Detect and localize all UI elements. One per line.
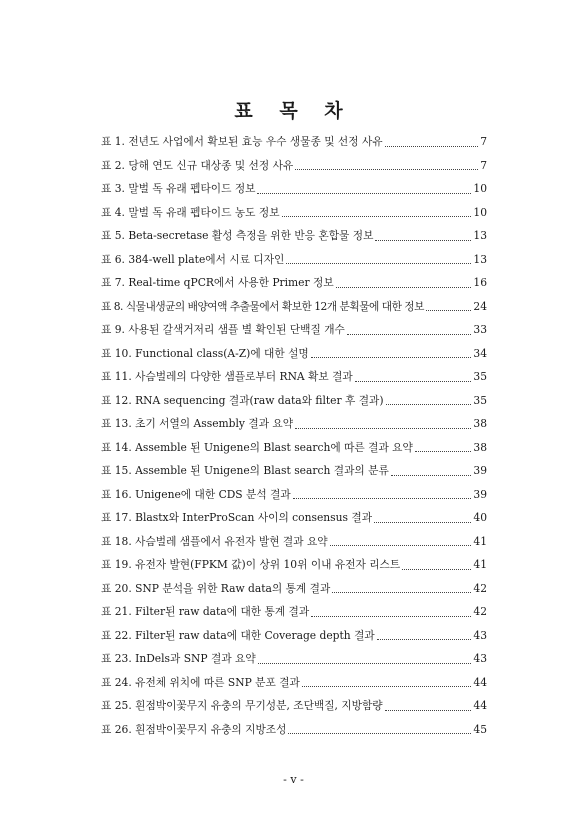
toc-entry-page: 34 bbox=[473, 346, 487, 360]
toc-entry-label: 표 6. 384-well plate에서 시료 디자인 bbox=[101, 252, 285, 266]
toc-entry-page: 41 bbox=[473, 558, 487, 571]
dot-leader bbox=[286, 262, 471, 264]
toc-entry[interactable] bbox=[101, 154, 487, 178]
toc-entry[interactable] bbox=[101, 224, 487, 248]
toc-entry-page: 42 bbox=[473, 581, 487, 595]
toc-entry[interactable] bbox=[101, 389, 487, 413]
dot-leader bbox=[391, 474, 472, 476]
toc-entry[interactable] bbox=[101, 483, 487, 507]
toc-entry[interactable] bbox=[101, 412, 487, 436]
toc-entry-page: 7 bbox=[480, 158, 487, 172]
toc-entry-page: 43 bbox=[473, 652, 487, 665]
toc-entry-label: 표 3. 말벌 독 유래 펩타이드 정보 bbox=[101, 182, 256, 195]
toc-entry[interactable] bbox=[101, 530, 487, 554]
toc-entry-label: 표 1. 전년도 사업에서 확보된 효능 우수 생물종 및 선정 사유 bbox=[101, 135, 383, 148]
toc-entry[interactable] bbox=[101, 436, 487, 460]
toc-entry-page: 44 bbox=[473, 675, 487, 689]
dot-leader bbox=[295, 427, 471, 429]
toc-entry-page: 43 bbox=[473, 628, 487, 642]
dot-leader bbox=[347, 333, 472, 335]
toc-entry-page: 13 bbox=[473, 229, 487, 242]
toc-entry-page: 10 bbox=[473, 182, 487, 195]
toc-entry-page: 10 bbox=[473, 205, 487, 219]
table-of-contents bbox=[101, 130, 487, 741]
dot-leader bbox=[288, 732, 471, 734]
dot-leader bbox=[426, 309, 471, 311]
page-title: 표 목 차 bbox=[234, 100, 353, 122]
toc-entry[interactable] bbox=[101, 577, 487, 601]
toc-entry-page: 39 bbox=[473, 487, 487, 501]
toc-entry-label: 표 14. Assemble 된 Unigene의 Blast search에 따른 결과 요약 bbox=[101, 440, 413, 454]
toc-entry-label: 표 2. 당해 연도 신규 대상종 및 선정 사유 bbox=[101, 158, 294, 172]
toc-entry-label: 표 19. 유전자 발현(FPKM 값)이 상위 10위 이내 유전자 리스트 bbox=[101, 558, 401, 571]
toc-entry[interactable] bbox=[101, 271, 487, 295]
toc-entry[interactable] bbox=[101, 365, 487, 389]
dot-leader bbox=[415, 450, 472, 452]
toc-entry[interactable] bbox=[101, 177, 487, 201]
dot-leader bbox=[385, 709, 472, 711]
toc-entry-label: 표 5. Beta-secretase 활성 측정을 위한 반응 혼합물 정보 bbox=[101, 229, 374, 242]
toc-entry-label: 표 20. SNP 분석을 위한 Raw data의 통계 결과 bbox=[101, 581, 331, 595]
toc-entry-page: 24 bbox=[473, 299, 487, 313]
toc-entry[interactable] bbox=[101, 647, 487, 671]
toc-entry[interactable] bbox=[101, 694, 487, 718]
toc-entry-label: 표 8. 식물내생균의 배양여액 추출물에서 확보한 12개 분획물에 대한 정보 bbox=[101, 299, 424, 313]
dot-leader bbox=[311, 615, 471, 617]
toc-entry[interactable] bbox=[101, 671, 487, 695]
dot-leader bbox=[257, 192, 471, 194]
dot-leader bbox=[336, 286, 472, 288]
toc-entry-label: 표 11. 사슴벌레의 다양한 샘플로부터 RNA 확보 결과 bbox=[101, 370, 353, 383]
toc-entry-label: 표 13. 초기 서열의 Assembly 결과 요약 bbox=[101, 417, 294, 430]
toc-entry-page: 44 bbox=[473, 699, 487, 712]
dot-leader bbox=[258, 662, 472, 664]
dot-leader bbox=[355, 380, 472, 382]
toc-entry-label: 표 18. 사슴벌레 샘플에서 유전자 발현 결과 요약 bbox=[101, 534, 328, 548]
toc-entry[interactable] bbox=[101, 553, 487, 577]
dot-leader bbox=[377, 638, 472, 640]
dot-leader bbox=[402, 568, 471, 570]
toc-entry-label: 표 22. Filter된 raw data에 대한 Coverage depth 결과 bbox=[101, 628, 375, 642]
dot-leader bbox=[330, 544, 472, 546]
toc-entry[interactable] bbox=[101, 201, 487, 225]
toc-entry-label: 표 7. Real-time qPCR에서 사용한 Primer 정보 bbox=[101, 276, 334, 289]
toc-entry-label: 표 4. 말벌 독 유래 펩타이드 농도 정보 bbox=[101, 205, 280, 219]
toc-entry-page: 41 bbox=[473, 534, 487, 548]
page-number: - v - bbox=[283, 773, 304, 786]
dot-leader bbox=[311, 356, 472, 358]
toc-entry-page: 39 bbox=[473, 464, 487, 477]
toc-entry[interactable] bbox=[101, 600, 487, 624]
toc-entry-page: 38 bbox=[473, 417, 487, 430]
toc-entry-label: 표 16. Unigene에 대한 CDS 분석 결과 bbox=[101, 487, 291, 501]
dot-leader bbox=[375, 239, 471, 241]
toc-entry-page: 40 bbox=[473, 511, 487, 524]
toc-entry[interactable] bbox=[101, 248, 487, 272]
toc-entry-label: 표 23. InDels과 SNP 결과 요약 bbox=[101, 652, 256, 665]
toc-entry[interactable] bbox=[101, 130, 487, 154]
toc-entry-page: 42 bbox=[473, 605, 487, 618]
toc-entry[interactable] bbox=[101, 718, 487, 742]
toc-entry-label: 표 9. 사용된 갈색거저리 샘플 별 확인된 단백질 개수 bbox=[101, 323, 345, 336]
dot-leader bbox=[282, 215, 472, 217]
toc-entry[interactable] bbox=[101, 318, 487, 342]
dot-leader bbox=[385, 145, 479, 147]
toc-entry-label: 표 26. 흰점박이꽃무지 유충의 지방조성 bbox=[101, 722, 287, 736]
toc-entry-page: 45 bbox=[473, 722, 487, 736]
toc-entry[interactable] bbox=[101, 624, 487, 648]
toc-entry-label: 표 24. 유전체 위치에 따른 SNP 분포 결과 bbox=[101, 675, 300, 689]
toc-entry-label: 표 21. Filter된 raw data에 대한 통계 결과 bbox=[101, 605, 310, 618]
toc-entry[interactable] bbox=[101, 506, 487, 530]
toc-entry-label: 표 12. RNA sequencing 결과(raw data와 filter 후 결과) bbox=[101, 393, 384, 407]
toc-entry[interactable] bbox=[101, 295, 487, 319]
toc-entry-page: 33 bbox=[473, 323, 487, 336]
toc-entry-label: 표 15. Assemble 된 Unigene의 Blast search 결과의 분류 bbox=[101, 464, 389, 477]
toc-entry-page: 16 bbox=[473, 276, 487, 289]
toc-entry-page: 13 bbox=[473, 252, 487, 266]
toc-entry[interactable] bbox=[101, 459, 487, 483]
dot-leader bbox=[302, 685, 472, 687]
toc-entry-label: 표 17. Blastx와 InterProScan 사이의 consensus 결과 bbox=[101, 511, 373, 524]
dot-leader bbox=[295, 168, 478, 170]
dot-leader bbox=[374, 521, 471, 523]
dot-leader bbox=[332, 591, 471, 593]
toc-entry-page: 7 bbox=[480, 135, 487, 148]
toc-entry[interactable] bbox=[101, 342, 487, 366]
toc-entry-page: 38 bbox=[473, 440, 487, 454]
toc-entry-label: 표 25. 흰점박이꽃무지 유충의 무기성분, 조단백질, 지방함량 bbox=[101, 699, 383, 712]
toc-entry-page: 35 bbox=[473, 370, 487, 383]
toc-entry-label: 표 10. Functional class(A-Z)에 대한 설명 bbox=[101, 346, 309, 360]
dot-leader bbox=[386, 403, 472, 405]
toc-entry-page: 35 bbox=[473, 393, 487, 407]
dot-leader bbox=[293, 497, 472, 499]
